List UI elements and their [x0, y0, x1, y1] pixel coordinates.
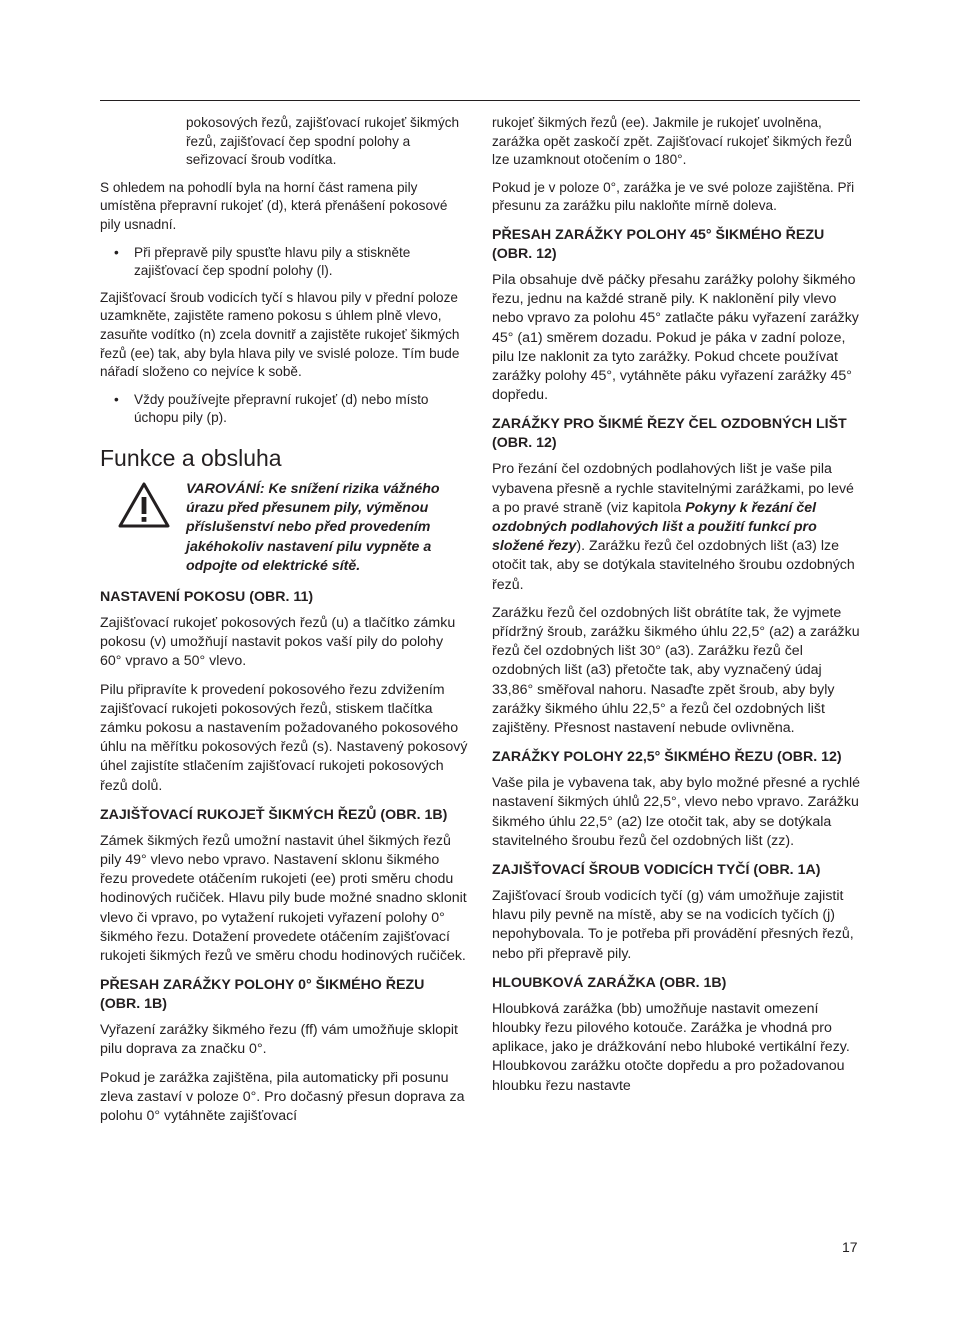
paragraph: pokosových řezů, zajišťovací rukojeť šikmých řezů, zajišťovací čep spodní polohy a seřizovací šroub vodítka. [186, 115, 460, 168]
paragraph: Zajišťovací šroub vodicích tyčí s hlavou pily v přední poloze uzamkněte, zajistěte rameno pokosu s úhlem plně vlevo, zasuňte vodítko (n) zcela dovnitř a zajistěte rukojeť šikmých řezů (ee) tak, aby byla hlava pily ve svislé poloze. Tím bude nářadí složeno co nejvíce k sobě. [100, 289, 460, 380]
section-heading: ZAJIŠŤOVACÍ ŠROUB VODICÍCH TYČÍ (OBR. 1A) [492, 862, 821, 879]
paragraph-text: ). Zarážku řezů čel ozdobných lišt (a3) lze otočit tak, aby se dotýkala stavitelného šroubu ozdobných řezů. [492, 538, 855, 593]
header-rule [100, 100, 860, 101]
paragraph: Pokud je v poloze 0°, zarážka je ve své poloze zajištěna. Při přesunu za zarážku pilu nakloňte mírně doleva. [492, 179, 855, 214]
warning-triangle-icon [118, 482, 170, 528]
bullet-item: • Při přepravě pily spusťte hlavu pily a stiskněte zajišťovací čep spodní polohy (l). [100, 244, 468, 281]
paragraph [492, 460, 862, 594]
paragraph: Vyřazení zarážky šikmého řezu (ff) vám umožňuje sklopit pilu doprava za značku 0°. [100, 1022, 458, 1058]
paragraph: Zajišťovací šroub vodicích tyčí (g) vám umožňuje zajistit hlavu pily pevně na místě, aby se na vodicích tyčích (j) nepohybovala. To je potřeba při provádění přesných řezů, nebo při přepravě pily. [492, 888, 854, 962]
section-heading: NASTAVENÍ POKOSU (OBR. 11) [100, 588, 314, 605]
paragraph-text: Pro řezání čel ozdobných podlahových lišt je vaše pila vybavena přesně a rychle stavitelnými zarážkami, po levé a po pravé straně (viz kapitola [492, 461, 854, 516]
paragraph: Zámek šikmých řezů umožní nastavit úhel šikmých řezů pily 49° vlevo nebo vpravo. Nastavení sklonu šikmého řezu provedete otáčením rukojeti (ee) proti směru chodu hodinových ručiček. Hlavu pily bude možné snadno sklonit vlevo či vpravo, po vytažení rukojeti vyřazení polohy 0° šikmého řezu. Dotažení provedete otáčením zajišťovací rukojeti šikmých řezů ve směru chodu hodinových ručiček. [100, 832, 467, 964]
section-heading: ZAJIŠŤOVACÍ RUKOJEŤ ŠIKMÝCH ŘEZŮ (OBR. 1B) [100, 806, 448, 823]
bullet-item: • Vždy používejte přepravní rukojeť (d) nebo místo úchopu pily (p). [100, 391, 468, 428]
paragraph: Zarážku řezů čel ozdobných lišt obrátíte tak, že vyjmete přídržný šroub, zarážku šikmého úhlu 22,5° (a2) a zarážku řezů čel ozdobných lišt 30° (a3). Zarážku řezů čel ozdobných lišt (a3) přetočte tak, aby vyznačený údaj 33,86° směřoval nahoru. Nasaďte zpět šroub, aby byly zarážky šikmého úhlu 22,5° a řezů čel ozdobných lišt zajištěny. Přesnost nastavení nebude ovlivněna. [492, 604, 860, 737]
right-column [492, 114, 862, 1105]
paragraph: S ohledem na pohodlí byla na horní část ramena pily umístěna přepravní rukojeť (d), která přenášení pokosové pily usnadní. [100, 179, 448, 232]
paragraph: Vaše pila je vybavena tak, aby bylo možné přesné a rychlé nastavení šikmých úhlů 22,5°, vlevo nebo vpravo. Zarážku šikmého úhlu 22,5° (a2) lze otočit tak, aby se dotýkala stavitelného šroubu řezů čel ozdobných lišt (zz). [492, 775, 861, 849]
warning-block [100, 480, 468, 576]
section-heading: PŘESAH ZARÁŽKY POLOHY 45° ŠIKMÉHO ŘEZU (OBR. 12) [492, 226, 825, 262]
section-heading: ZARÁŽKY PRO ŠIKMÉ ŘEZY ČEL OZDOBNÝCH LIŠT (OBR. 12) [492, 416, 847, 452]
chapter-reference: Pokyny k řezání čel ozdobných podlahových lišt a použití funkcí pro složené řezy [492, 499, 817, 555]
paragraph: Zajišťovací rukojeť pokosových řezů (u) a tlačítko zámku pokosu (v) umožňují nastavit pokos vaší pily do polohy 60° vpravo a 50° vlevo. [100, 614, 456, 670]
warning-text: VAROVÁNÍ: Ke snížení rizika vážného úrazu před přesunem pily, výměnou příslušenství nebo před provedením jakéhokoliv nastavení pilu vypněte a odpojte od elektrické sítě. [186, 480, 440, 574]
section-heading: PŘESAH ZARÁŽKY POLOHY 0° ŠIKMÉHO ŘEZU (OBR. 1B) [100, 977, 425, 1013]
left-column [100, 114, 468, 1135]
paragraph: Pokud je zarážka zajištěna, pila automaticky při posunu zleva zastaví v poloze 0°. Pro dočasný přesun doprava za polohu 0° vytáhněte zajišťovací [100, 1069, 465, 1124]
paragraph: Hloubková zarážka (bb) umožňuje nastavit omezení hloubky řezu pilového kotouče. Zarážka je vhodná pro aplikace, jako je drážkování nebo hluboké vertikální řezy. Hloubkovou zarážku otočte dopředu a pro požadovanou hloubku řezu nastavte [492, 1000, 850, 1094]
paragraph: Pilu připravíte k provedení pokosového řezu zdvižením zajišťovací rukojeti pokosových řezů, stiskem tlačítka zámku pokosu a nastavením požadovaného pokosového úhlu na měřítku pokosových řezů (s). Nastavený pokosový úhel zajistíte stlačením zajišťovací rukojeti pokosových řezů dolů. [100, 681, 468, 794]
paragraph: rukojeť šikmých řezů (ee). Jakmile je rukojeť uvolněna, zarážka opět zaskočí zpět. Zajišťovací rukojeť šikmých řezů lze uzamknout otočením o 180°. [492, 115, 852, 168]
section-heading: HLOUBKOVÁ ZARÁŽKA (OBR. 1B) [492, 974, 727, 991]
page-number: 17 [842, 1239, 858, 1255]
section-heading: ZARÁŽKY POLOHY 22,5° ŠIKMÉHO ŘEZU (OBR. 12) [492, 749, 842, 766]
section-title: Funkce a obsluha [100, 444, 282, 471]
paragraph: Pila obsahuje dvě páčky přesahu zarážky polohy šikmého řezu, jednu na každé straně pily. K naklonění pily vlevo nebo vpravo za polohu 45° zatlačte páku vyřazení zarážky 45° (a1) směrem dozadu. Pokud je páka v zadní poloze, pilu lze naklonit za tyto zarážky. Pokud chcete používat zarážky polohy 45°, vytáhněte páku vyřazení zarážky 45° dopředu. [492, 271, 859, 404]
